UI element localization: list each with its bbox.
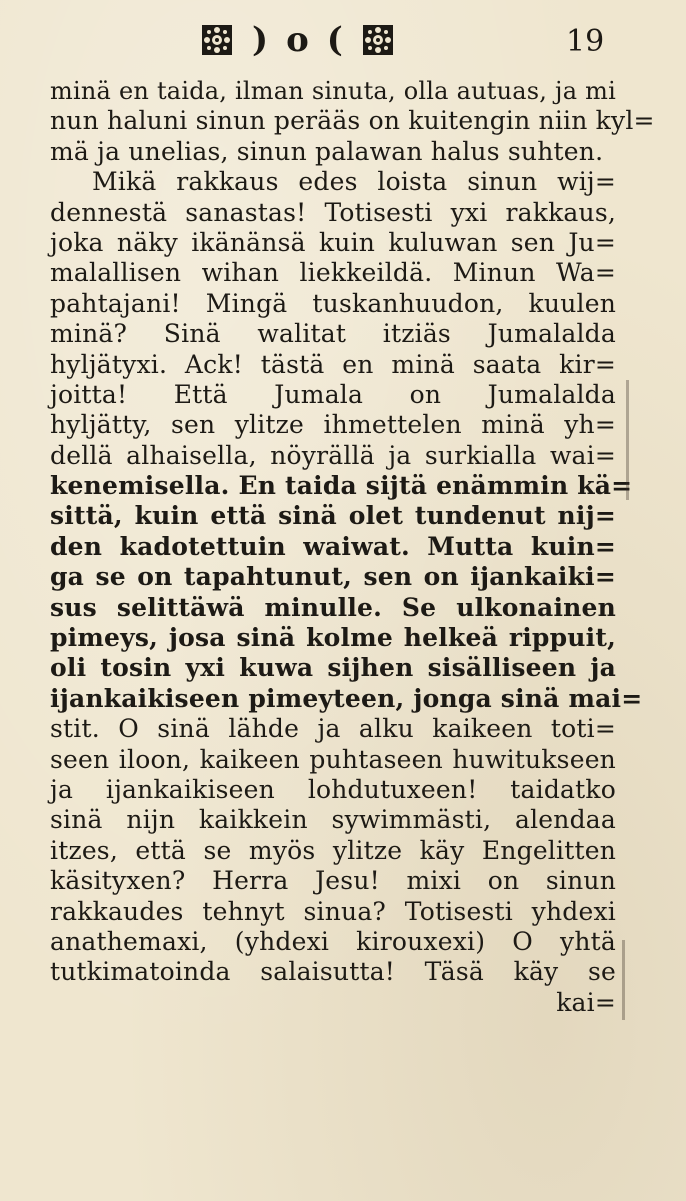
text-line: sinä nijn kaikkein sywimmästi, alendaa xyxy=(50,805,616,835)
text-line: Mikä rakkaus edes loista sinun wij= xyxy=(92,167,616,197)
text-line: pahtajani! Mingä tuskanhuudon, kuulen xyxy=(50,288,616,318)
text-line: ja ijankaikiseen lohdutuxeen! taidatko xyxy=(50,774,616,804)
text-line: joka näky ikänänsä kuin kuluwan sen Ju= xyxy=(50,227,616,257)
text-line: joitta! Että Jumala on Jumalalda xyxy=(50,379,616,409)
text-line: mä ja unelias, sinun palawan halus suhten. xyxy=(50,136,604,166)
text-line: minä? Sinä walitat itziäs Jumalalda xyxy=(50,319,616,349)
text-line: anathemaxi, (yhdexi kirouxexi) O yhtä xyxy=(50,926,616,956)
text-line: hyljätty, sen ylitze ihmettelen minä yh= xyxy=(50,410,616,440)
page-number: 19 xyxy=(566,24,605,59)
text-line: nun haluni sinun perääs on kuitengin niin kyl= xyxy=(50,106,655,136)
text-line: itzes, että se myös ylitze käy Engelitten xyxy=(50,835,616,865)
text-line: ga se on tapahtunut, sen on ijankaiki= xyxy=(50,562,616,592)
text-line: dellä alhaisella, nöyrällä ja surkialla wai= xyxy=(50,440,616,470)
page-header xyxy=(0,18,686,66)
text-line: kenemisella. En taida sijtä enämmin kä= xyxy=(50,471,633,501)
text-line: tutkimatoinda salaisutta! Täsä käy se xyxy=(50,957,616,987)
margin-mark-lower xyxy=(622,940,625,1020)
text-line: sittä, kuin että sinä olet tundenut nij= xyxy=(50,501,616,531)
text-line: pimeys, josa sinä kolme helkeä rippuit, xyxy=(50,623,616,653)
text-line: stit. O sinä lähde ja alku kaikeen toti= xyxy=(50,714,616,744)
ornament-left-bracket: ( xyxy=(326,20,343,60)
margin-mark-upper xyxy=(626,380,629,500)
text-line: dennestä sanastas! Totisesti yxi rakkaus, xyxy=(50,197,616,227)
text-line: oli tosin yxi kuwa sijhen sisälliseen ja xyxy=(50,653,616,683)
text-line: ijankaikiseen pimeyteen, jonga sinä mai= xyxy=(50,683,643,713)
text-line: hyljätyxi. Ack! tästä en minä saata kir= xyxy=(50,349,616,379)
text-line: käsityxen? Herra Jesu! mixi on sinun xyxy=(50,866,616,896)
ornament-center-circle: o xyxy=(286,20,309,60)
header-ornament xyxy=(200,18,460,62)
catchword: kai= xyxy=(556,987,616,1017)
flower-ornament-right-icon xyxy=(361,23,395,57)
text-line: malallisen wihan liekkeildä. Minun Wa= xyxy=(50,258,616,288)
text-line: rakkaudes tehnyt sinua? Totisesti yhdexi xyxy=(50,896,616,926)
text-line: minä en taida, ilman sinuta, olla autuas, ja mi xyxy=(50,77,616,105)
body-text xyxy=(50,76,655,1018)
flower-ornament-left-icon xyxy=(200,23,234,57)
text-line: sus selittäwä minulle. Se ulkonainen xyxy=(50,592,616,622)
ornament-right-bracket: ) xyxy=(252,20,269,60)
text-line: seen iloon, kaikeen puhtaseen huwitukseen xyxy=(50,744,616,774)
text-line: den kadotettuin waiwat. Mutta kuin= xyxy=(50,531,616,561)
